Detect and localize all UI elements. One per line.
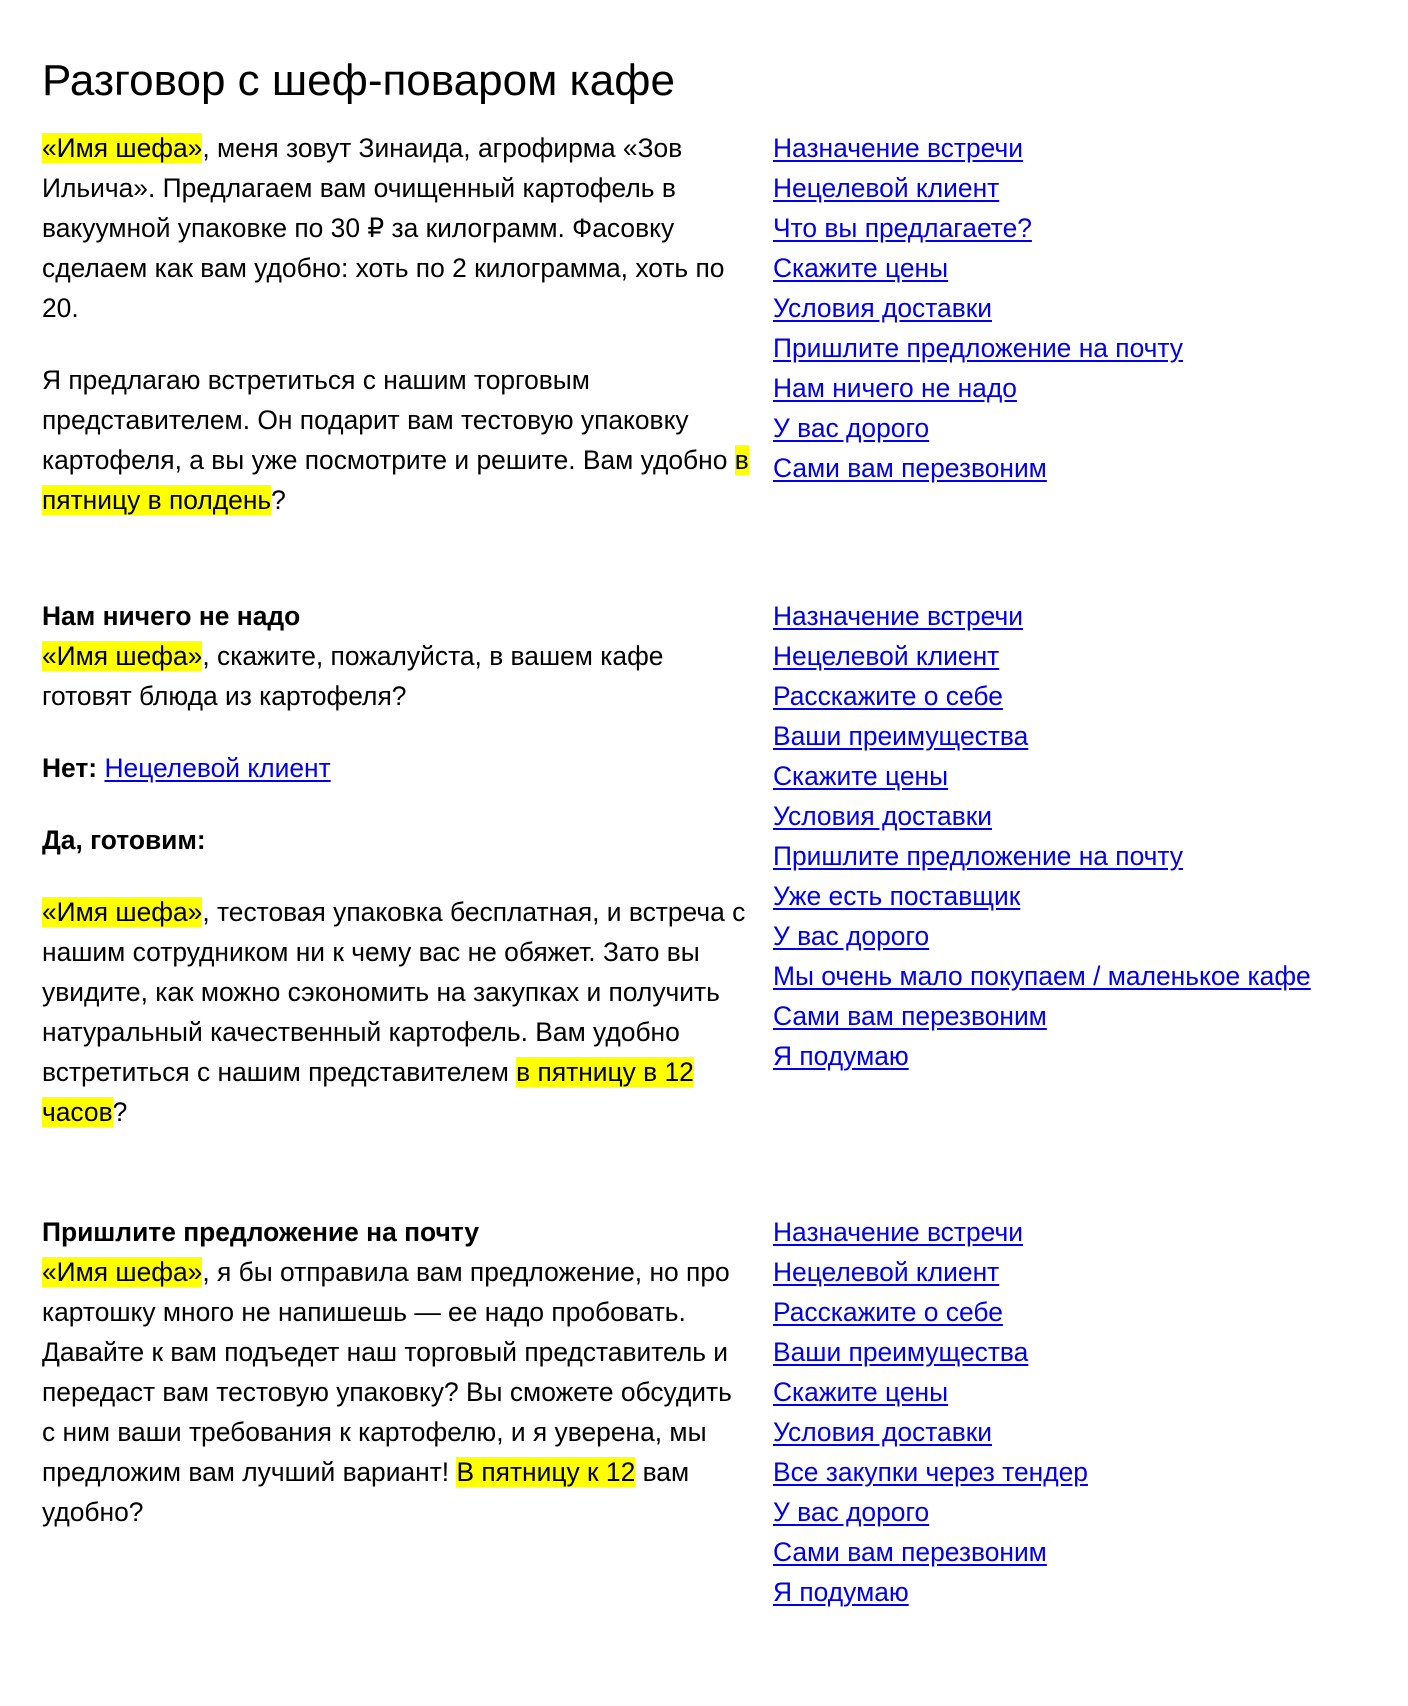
intro-paragraph-2	[42, 360, 752, 520]
meeting-time-highlight: В пятницу к 12	[456, 1457, 636, 1487]
link-we-will-call-back[interactable]: Сами вам перезвоним	[773, 1537, 1047, 1567]
link-delivery-terms[interactable]: Условия доставки	[773, 1417, 992, 1447]
nothing-needed-reply	[42, 892, 752, 1132]
link-about-yourself[interactable]: Расскажите о себе	[773, 681, 1003, 711]
section-send-offer-email	[42, 1212, 1382, 1652]
link-prices[interactable]: Скажите цены	[773, 761, 949, 791]
meeting-time-highlight: в пятницу в 12 часов	[42, 1057, 694, 1127]
intro-links	[773, 128, 1373, 488]
link-nothing-needed[interactable]: Нам ничего не надо	[773, 373, 1017, 403]
send-offer-links	[773, 1212, 1373, 1612]
nothing-needed-script	[42, 596, 752, 1132]
link-meeting[interactable]: Назначение встречи	[773, 601, 1023, 631]
section-nothing-needed	[42, 596, 1382, 1136]
link-i-will-think[interactable]: Я подумаю	[773, 1577, 909, 1607]
link-we-will-call-back[interactable]: Сами вам перезвоним	[773, 1001, 1047, 1031]
link-non-target-client[interactable]: Нецелевой клиент	[773, 1257, 1000, 1287]
section-intro	[42, 128, 1382, 515]
chef-name-highlight: «Имя шефа»	[42, 897, 203, 927]
chef-name-highlight: «Имя шефа»	[42, 133, 203, 163]
link-advantages[interactable]: Ваши преимущества	[773, 1337, 1029, 1367]
chef-name-highlight: «Имя шефа»	[42, 1257, 203, 1287]
link-too-expensive[interactable]: У вас дорого	[773, 921, 930, 951]
link-we-will-call-back[interactable]: Сами вам перезвоним	[773, 453, 1047, 483]
link-delivery-terms[interactable]: Условия доставки	[773, 293, 992, 323]
nothing-needed-reply-end: ?	[112, 1097, 128, 1127]
intro-paragraph-2-end: ?	[271, 485, 286, 515]
section-heading: Нам ничего не надо	[42, 601, 301, 631]
link-delivery-terms[interactable]: Условия доставки	[773, 801, 992, 831]
link-non-target-client[interactable]: Нецелевой клиент	[104, 753, 331, 783]
intro-paragraph-1	[42, 128, 752, 328]
chef-name-highlight: «Имя шефа»	[42, 641, 203, 671]
link-tender-purchases[interactable]: Все закупки через тендер	[773, 1457, 1088, 1487]
link-prices[interactable]: Скажите цены	[773, 1377, 949, 1407]
link-have-supplier[interactable]: Уже есть поставщик	[773, 881, 1021, 911]
intro-paragraph-2-text: Я предлагаю встретиться с нашим торговым представителем. Он подарит вам тестовую упаковку картофеля, а вы уже посмотрите и решите. Вам удобно	[42, 365, 735, 475]
meeting-time-highlight: в пятницу в полдень	[42, 445, 749, 515]
nothing-needed-question	[42, 636, 752, 716]
link-i-will-think[interactable]: Я подумаю	[773, 1041, 909, 1071]
send-offer-reply-text: , я бы отправила вам предложение, но про картошку много не напишешь — ее надо пробовать. Давайте к вам подъедет наш торговый представитель и передаст вам тестовую упаковку? Вы сможете обсудить с ним ваши требования к картофелю, и я уверена, мы предложим вам лучший вариант!	[42, 1257, 732, 1487]
intro-paragraph-1-text: , меня зовут Зинаида, агрофирма «Зов Ильича». Предлагаем вам очищенный картофель в вакуумной упаковке по 30 ₽ за килограмм. Фасовку сделаем как вам удобно: хоть по 2 килограмма, хоть по 20.	[42, 133, 725, 323]
section-heading: Пришлите предложение на почту	[42, 1217, 480, 1247]
answer-yes-label: Да, готовим:	[42, 825, 206, 855]
link-meeting[interactable]: Назначение встречи	[773, 133, 1023, 163]
link-about-yourself[interactable]: Расскажите о себе	[773, 1297, 1003, 1327]
link-what-do-you-offer[interactable]: Что вы предлагаете?	[773, 213, 1032, 243]
link-advantages[interactable]: Ваши преимущества	[773, 721, 1029, 751]
send-offer-reply-end: вам удобно?	[42, 1457, 690, 1527]
nothing-needed-reply-text: , тестовая упаковка бесплатная, и встреча с нашим сотрудником ни к чему вас не обяжет. Зато вы увидите, как можно сэкономить на закупках и получить натуральный качественный картофель. Вам удобно встретиться с нашим представителем	[42, 897, 746, 1087]
link-send-offer-email[interactable]: Пришлите предложение на почту	[773, 841, 1183, 871]
link-non-target-client[interactable]: Нецелевой клиент	[773, 641, 1000, 671]
intro-script	[42, 128, 752, 520]
link-small-cafe[interactable]: Мы очень мало покупаем / маленькое кафе	[773, 961, 1311, 991]
send-offer-script	[42, 1212, 752, 1532]
send-offer-reply	[42, 1252, 752, 1532]
answer-no-label: Нет:	[42, 753, 98, 783]
nothing-needed-question-text: , скажите, пожалуйста, в вашем кафе готовят блюда из картофеля?	[42, 641, 664, 711]
link-send-offer-email[interactable]: Пришлите предложение на почту	[773, 333, 1183, 363]
link-meeting[interactable]: Назначение встречи	[773, 1217, 1023, 1247]
link-non-target-client[interactable]: Нецелевой клиент	[773, 173, 1000, 203]
nothing-needed-links	[773, 596, 1373, 1076]
page-title: Разговор с шеф-поваром кафе	[42, 56, 675, 105]
link-too-expensive[interactable]: У вас дорого	[773, 413, 930, 443]
link-prices[interactable]: Скажите цены	[773, 253, 949, 283]
answer-no	[42, 748, 752, 788]
link-too-expensive[interactable]: У вас дорого	[773, 1497, 930, 1527]
